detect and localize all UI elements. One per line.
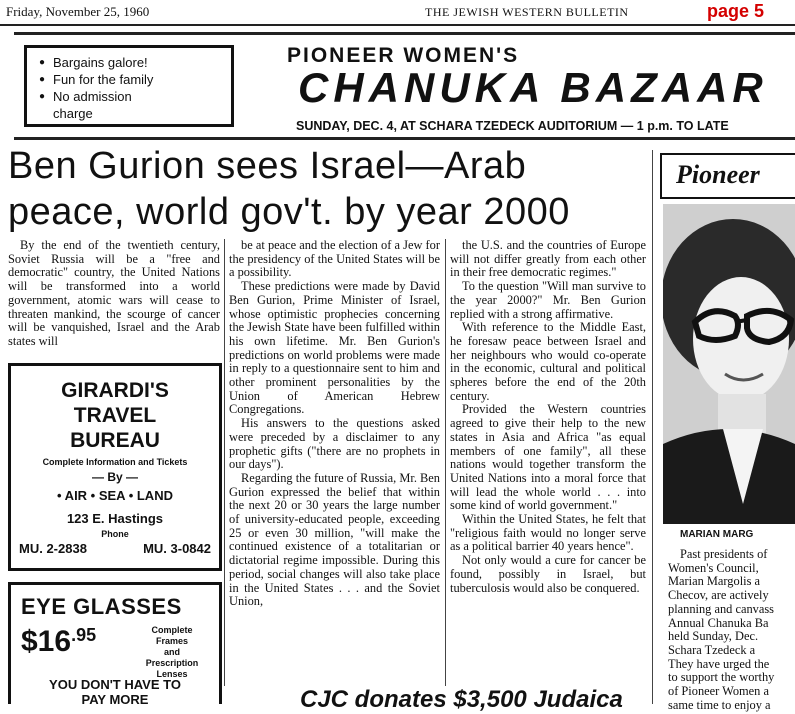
article-paragraph: To the question "Will man survive to the year 2000?" Mr. Ben Gurion replied with a strong affirmative. [450,279,646,321]
travel-ad-name-line-1: GIRARDI'S [61,379,169,402]
right-text-line: same time to enjoy a [668,697,771,712]
price-main: $16 [21,625,72,658]
right-text-line: Schara Tzedeck a [668,642,756,657]
portrait-photo [663,204,795,524]
bullet-item-continuation: charge [53,106,93,121]
article-paragraph: the U.S. and the countries of Europe will not differ greatly from each other in their free democratic regimes." [450,238,646,280]
bazaar-bullets-box [24,45,234,127]
right-text-line: planning and canvass [668,601,774,616]
price-cents: .95 [71,625,97,645]
article-paragraph: His answers to the questions asked were preceded by a disclaimer to any prophetic gifts ("there are no prophets in our days"). [229,416,440,472]
page-number-label: page 5 [707,1,765,21]
feature-line: and [163,647,180,657]
article-paragraph: Regarding the future of Russia, Mr. Ben Gurion expressed the belief that within the next 20 or 30 years the large number of university-educated people, exceeding 25 or even 30 million, "will make the continued existence of a totalitarian or dictatorial regime impossible. During this period, social changes will also take place in the United States . . . and the Soviet Union, [229,470,440,609]
right-text-line: They have urged the [668,656,770,671]
column-rule [445,239,446,686]
article-column-3 [450,239,646,595]
masthead-rule [0,24,795,26]
next-article-headline: CJC donates $3,500 Judaica [300,686,623,713]
bullet-item: ● Fun for the family [53,71,223,88]
headline-line-1: Ben Gurion sees Israel—Arab [8,145,527,187]
travel-ad-modes: • AIR • SEA • LAND [57,488,173,503]
right-text-line: Women's Council, [668,560,759,575]
bazaar-details: SUNDAY, DEC. 4, AT SCHARA TZEDECK AUDITORIUM — 1 p.m. TO LATE [296,119,729,133]
photo-caption: MARIAN MARG [680,529,754,540]
right-text-line: Annual Chanuka Ba [668,615,769,630]
bullet-item: ● Bargains galore! [53,54,223,71]
portrait-illustration [663,204,795,524]
bazaar-title: CHANUKA BAZAAR [298,64,768,111]
column-rule [652,150,653,704]
right-text-line: of Pioneer Women a [668,684,769,699]
headline-line-2: peace, world gov't. by year 2000 [8,191,570,233]
right-text-line: Checov, are actively [668,588,769,603]
bazaar-ad-top-rule [14,32,795,35]
article-headline [8,143,648,235]
travel-ad-phone-label: Phone [101,529,129,539]
article-column-2 [229,239,440,609]
article-paragraph: These predictions were made by David Ben Gurion, Prime Minister of Israel, whose optimistic prophecies concerning the Jewish State have been fulfilled within his own lifetime. Mr. Ben Gurion's predictions on world problems were made in reply to a questionnaire sent to him and other prominent personalities by the Union of American Hebrew Congregations. [229,279,440,417]
article-paragraph: Not only would a cure for cancer be found, possibly in Israel, but tuberculosis would also be conquered. [450,553,646,595]
column-rule [224,239,225,686]
article-paragraph: By the end of the twentieth century, Soviet Russia will be a "free and democratic" country, the United Nations will be transformed into a world government, atomic wars will cease to threaten mankind, the scourge of cancer will be vanquished, Israel and the Arab states will [8,238,220,348]
travel-ad-phone-2: MU. 3-0842 [143,541,211,556]
travel-ad-name-line-2: TRAVEL [73,404,157,427]
article-paragraph: Provided the Western countries agreed to give their help to the new states in Asia and Africa "as equal members of one family", all these nations would together transform the United Nations into a moral force that will lead the whole world . . . into some kind of world government." [450,402,646,513]
travel-ad-phone-1: MU. 2-2838 [19,541,87,556]
article-paragraph: be at peace and the election of a Jew for the presidency of the United States will be a possibility. [229,238,440,280]
article-paragraph: With reference to the Middle East, he foresaw peace between Israel and her neighbours who would co-operate in the economic, cultural and political spheres before the end of the 20th century. [450,320,646,403]
eyeglasses-ad-title: EYE GLASSES [21,594,182,619]
feature-line: Frames [155,636,189,646]
newspaper-name: THE JEWISH WESTERN BULLETIN [425,5,629,19]
article-column-1 [8,239,220,349]
right-text-line: Marian Margolis a [668,574,760,589]
travel-ad-name-line-3: BUREAU [70,429,160,452]
feature-line: Lenses [156,669,188,679]
bazaar-ad-bottom-rule [14,137,795,140]
right-feature-title: Pioneer [676,160,760,189]
travel-ad-by: — By — [91,470,138,484]
feature-line: Complete [151,625,193,635]
eyeglasses-ad-footer-2: PAY MORE [81,692,149,707]
issue-date: Friday, November 25, 1960 [6,4,150,19]
article-paragraph: Within the United States, he felt that "religious faith would no longer serve as a political barrier 40 years hence". [450,512,646,554]
travel-ad-address: 123 E. Hastings [66,511,164,526]
eyeglasses-ad [8,582,222,707]
travel-bureau-ad [8,363,222,571]
feature-line: Prescription [145,658,199,668]
eyeglasses-ad-footer-1: YOU DON'T HAVE TO [49,677,181,692]
right-feature-text [668,548,795,712]
bullet-item: ● No admission [53,88,223,105]
right-text-line: to support the worthy [668,670,775,685]
eyeglasses-ad-price [21,625,96,659]
travel-ad-tagline: Complete Information and Tickets [42,457,188,467]
right-text-line: held Sunday, Dec. [668,629,759,644]
bazaar-organization: PIONEER WOMEN'S [287,44,520,67]
right-text-line: Past presidents of [680,548,768,561]
eyeglasses-ad-features [131,625,213,680]
